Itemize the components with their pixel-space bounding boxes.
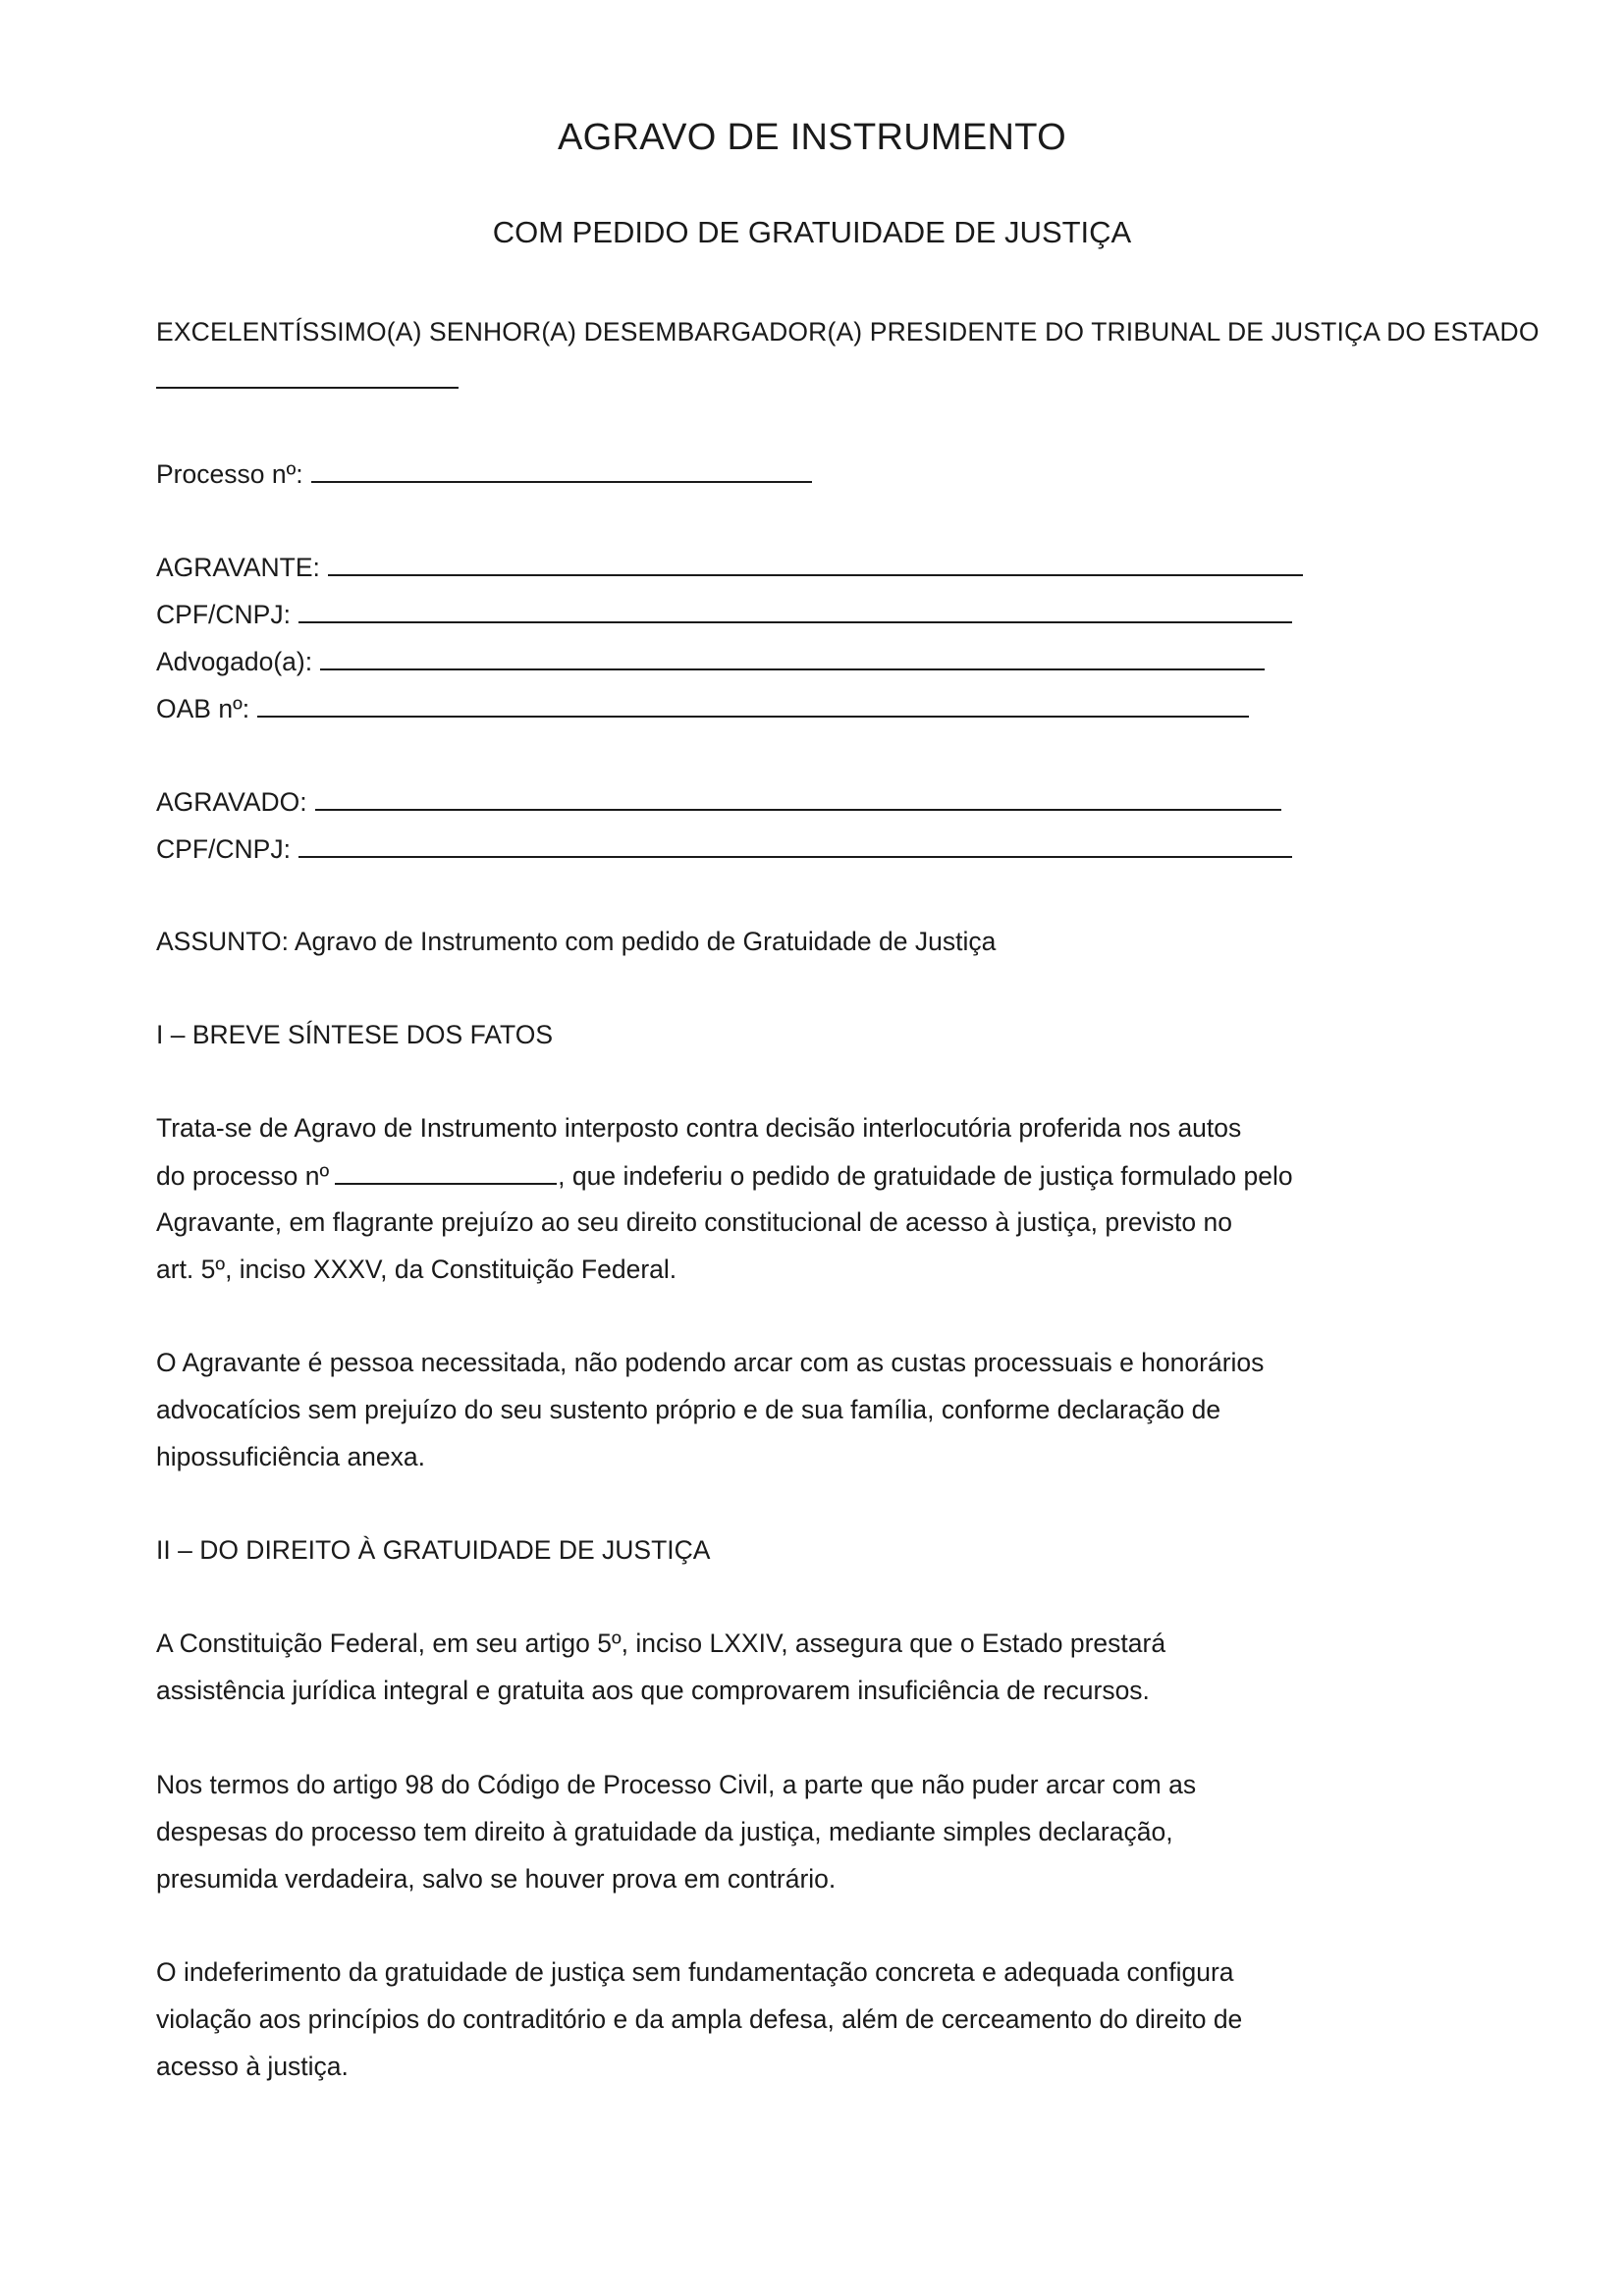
agravante-cpf-label: CPF/CNPJ: xyxy=(156,600,291,629)
subject-line: ASSUNTO: Agravo de Instrumento com pedido de Gratuidade de Justiça xyxy=(156,927,997,956)
section1-p2-line3: hipossuficiência anexa. xyxy=(156,1442,426,1471)
agravado-blank-field[interactable] xyxy=(315,785,1281,811)
agravante-cpf-line xyxy=(156,598,1292,630)
section1-p2-line1: O Agravante é pessoa necessitada, não podendo arcar com as custas processuais e honorários xyxy=(156,1348,1265,1377)
document-title: AGRAVO DE INSTRUMENTO xyxy=(558,117,1066,158)
agravante-blank-field[interactable] xyxy=(328,551,1303,576)
section2-p2-line1: Nos termos do artigo 98 do Código de Processo Civil, a parte que não puder arcar com as xyxy=(156,1770,1197,1799)
section1-heading: I – BREVE SÍNTESE DOS FATOS xyxy=(156,1020,553,1049)
state-blank-field[interactable] xyxy=(156,363,459,389)
oab-line xyxy=(156,692,1249,724)
agravado-line xyxy=(156,785,1281,818)
section1-p1-line3: Agravante, em flagrante prejuízo ao seu direito constitucional de acesso à justiça, previsto no xyxy=(156,1207,1232,1237)
section1-p1-line2-start: do processo nº xyxy=(156,1161,330,1191)
advogado-line xyxy=(156,645,1265,677)
process-number-label: Processo nº: xyxy=(156,459,303,489)
process-number-line xyxy=(156,457,812,490)
section1-p1-line1: Trata-se de Agravo de Instrumento interposto contra decisão interlocutória proferida nos autos xyxy=(156,1113,1242,1143)
agravado-cpf-line xyxy=(156,832,1292,865)
section2-p2-line3: presumida verdadeira, salvo se houver prova em contrário. xyxy=(156,1864,837,1894)
section2-p2-line2: despesas do processo tem direito à gratuidade da justiça, mediante simples declaração, xyxy=(156,1817,1173,1846)
section2-p3-line1: O indeferimento da gratuidade de justiça sem fundamentação concreta e adequada configura xyxy=(156,1957,1234,1987)
section2-p3-line2: violação aos princípios do contraditório e da ampla defesa, além de cerceamento do direito de xyxy=(156,2004,1243,2034)
process-number-blank-field[interactable] xyxy=(311,457,812,483)
section2-heading: II – DO DIREITO À GRATUIDADE DE JUSTIÇA xyxy=(156,1535,711,1565)
section2-p3-line3: acesso à justiça. xyxy=(156,2052,349,2081)
advogado-label: Advogado(a): xyxy=(156,647,313,676)
advogado-blank-field[interactable] xyxy=(320,645,1265,670)
section1-p1-line2 xyxy=(156,1159,1293,1192)
addressee-state-blank-line xyxy=(156,363,459,396)
addressee-line: EXCELENTÍSSIMO(A) SENHOR(A) DESEMBARGADOR(A) PRESIDENTE DO TRIBUNAL DE JUSTIÇA DO ESTADO xyxy=(156,317,1540,347)
agravado-cpf-label: CPF/CNPJ: xyxy=(156,834,291,864)
oab-label: OAB nº: xyxy=(156,694,250,723)
section1-p2-line2: advocatícios sem prejuízo do seu sustento próprio e de sua família, conforme declaração de xyxy=(156,1395,1221,1424)
oab-blank-field[interactable] xyxy=(257,692,1249,718)
agravante-line xyxy=(156,551,1303,583)
section1-p1-line4: art. 5º, inciso XXXV, da Constituição Federal. xyxy=(156,1255,677,1284)
agravado-label: AGRAVADO: xyxy=(156,787,307,817)
agravante-label: AGRAVANTE: xyxy=(156,553,320,582)
agravante-cpf-blank-field[interactable] xyxy=(298,598,1292,623)
section2-p1-line2: assistência jurídica integral e gratuita aos que comprovarem insuficiência de recursos. xyxy=(156,1676,1150,1705)
document-subtitle: COM PEDIDO DE GRATUIDADE DE JUSTIÇA xyxy=(492,215,1132,249)
section2-p1-line1: A Constituição Federal, em seu artigo 5º, inciso LXXIV, assegura que o Estado prestará xyxy=(156,1629,1166,1658)
cited-process-blank-field[interactable] xyxy=(335,1159,557,1185)
section1-p1-line2-end: , que indeferiu o pedido de gratuidade de justiça formulado pelo xyxy=(558,1161,1293,1191)
agravado-cpf-blank-field[interactable] xyxy=(298,832,1292,858)
